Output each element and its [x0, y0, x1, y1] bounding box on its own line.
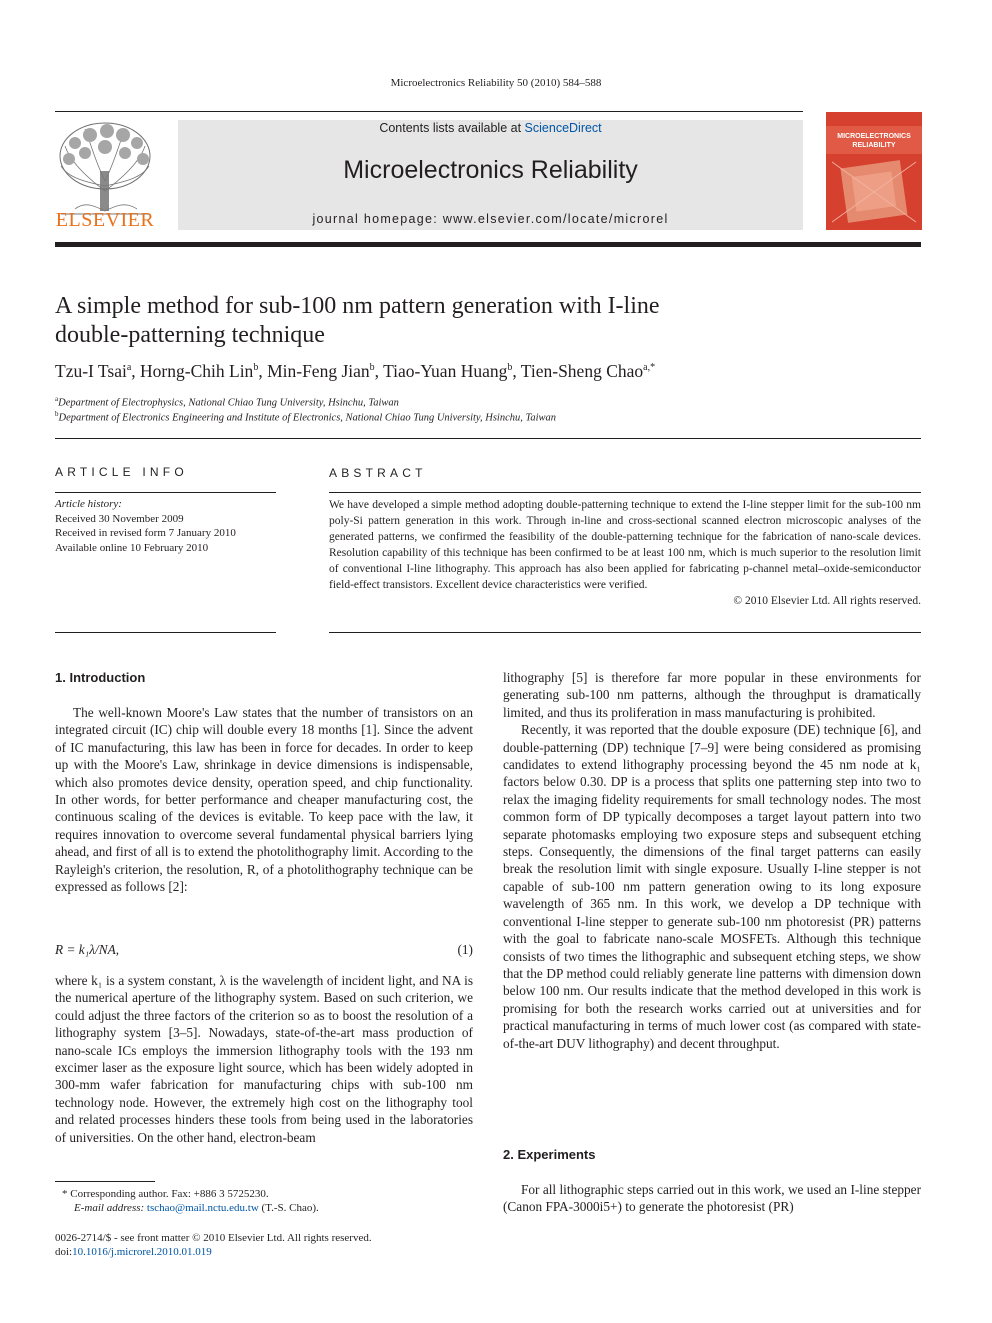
- intro-paragraph-1: The well-known Moore's Law states that the number of transistors on an integrated circuit (IC) chip will double every 18 months [1]. Since the advent of IC manufacturing, this law has been in force for decades. In order to keep up with the Moore's Law, shrinkage in device dimensions is indispensable, which also promotes device density, operation speed, and chip functionality. In other words, for better performance and cheaper manufacturing cost, the continuous scaling of the devices is evitable. To keep pace with the law, it requires innovation to overcome several fundamental physical barriers lying ahead, and first of all is to extend the photolithography limit. According to the Rayleigh's criterion, the resolution, R, of a photolithography technique can be expressed as follows [2]:: [55, 705, 473, 895]
- divider: [329, 632, 921, 633]
- journal-title: Microelectronics Reliability: [343, 156, 638, 184]
- elsevier-logo: [55, 121, 155, 233]
- corresponding-author-note: * Corresponding author. Fax: +886 3 5725230.: [62, 1188, 269, 1200]
- divider: [329, 492, 921, 493]
- email-link[interactable]: tschao@mail.nctu.edu.tw: [146, 1202, 259, 1214]
- journal-homepage[interactable]: journal homepage: www.elsevier.com/locate/microrel: [312, 212, 669, 226]
- doi-link[interactable]: 10.1016/j.microrel.2010.01.019: [72, 1246, 212, 1258]
- section-heading-introduction: 1. Introduction: [55, 670, 146, 685]
- divider: [55, 492, 276, 493]
- sciencedirect-link[interactable]: ScienceDirect: [524, 121, 602, 135]
- article-info-heading: ARTICLE INFO: [55, 465, 188, 479]
- cover-title-1: MICROELECTRONICS: [837, 133, 911, 140]
- footnote-rule: [55, 1181, 155, 1182]
- title-line-1: A simple method for sub-100 nm pattern generation with I-line: [55, 293, 660, 319]
- cover-title-2: RELIABILITY: [852, 142, 896, 149]
- publisher-name: ELSEVIER: [55, 209, 155, 231]
- revised-date: Received in revised form 7 January 2010: [55, 527, 236, 539]
- equation-number: (1): [457, 942, 473, 957]
- online-date: Available online 10 February 2010: [55, 541, 209, 554]
- abstract-text: We have developed a simple method adopting double-patterning technique to extend the I-line stepper limit for the sub-100 nm poly-Si pattern generation in this work. Through in-line and cross-sectional scanned electron microscopic analyses of the generated patterns, we confirmed the feasibility of the double-patterning technique for the fabrication of nano-scale devices. Resolution capability of this technique has been confirmed to be at least 100 nm, which is much superior to the resolution limit of conventional I-line lithography. This approach has also been applied for fabricating p-channel metal–oxide-semiconductor field-effect transistors. Excellent device characteristics were verified. © 2010 Elsevier Ltd. All rights reserved.: [329, 499, 921, 607]
- experiments-paragraph-1: For all lithographic steps carried out in this work, we used an I-line stepper (Canon FPA-3000i5+) to generate the photoresist (PR): [503, 1182, 921, 1215]
- title-line-2: double-patterning technique: [55, 322, 325, 348]
- equation-1: R = k₁λ/NA, (1): [55, 942, 473, 957]
- email-note: E-mail address: tschao@mail.nctu.edu.tw (T.-S. Chao).: [74, 1202, 319, 1214]
- header-rule: [55, 111, 803, 112]
- divider: [55, 632, 276, 633]
- author[interactable]: Horng-Chih Lin$^b$: [140, 361, 259, 381]
- section-heading-experiments: 2. Experiments: [503, 1147, 596, 1162]
- intro-paragraph-2: where k₁ is a system constant, λ is the wavelength of incident light, and NA is the numerical aperture of the lithography system. Based on such criterion, we could adjust the three factors of the criterion so as to boost the resolution of a lithography system [3–5]. Nowadays, state-of-the-art mass production of nano-scale ICs employs the immersion lithography tools with the 193 nm excimer laser as the exposure light source, which has been widely adopted in 300-mm wafer fabrication for manufacturing chips with sub-100 nm technology node. However, the extremely high cost on the lithography tool and related processes hinders these tools from being used in the laboratories of universities. On the other hand, electron-beam: [55, 973, 473, 1145]
- article-history: [55, 497, 276, 555]
- contents-prefix: Contents lists available at: [379, 121, 522, 135]
- running-head: Microelectronics Reliability 50 (2010) 584–588: [390, 77, 602, 89]
- header-thick-rule: [55, 242, 921, 247]
- affiliation-b: $^b$Department of Electronics Engineering and Institute of Electronics, National Chiao Tung University, Hsinchu, Taiwan: [55, 410, 557, 424]
- author[interactable]: Min-Feng Jian$^b$: [267, 361, 375, 381]
- journal-cover: [826, 112, 922, 230]
- affiliation-a: $^a$Department of Electrophysics, National Chiao Tung University, Hsinchu, Taiwan: [55, 395, 399, 409]
- author[interactable]: Tiao-Yuan Huang$^b$: [383, 361, 513, 381]
- article-title: [55, 292, 885, 350]
- author-list: Tzu-I Tsai$^a$, Horng-Chih Lin$^b$, Min-Feng Jian$^b$, Tiao-Yuan Huang$^b$, Tien-Sheng Chao$^{a,*}$: [55, 361, 656, 381]
- author[interactable]: Tien-Sheng Chao$^{a,*}$: [520, 361, 656, 381]
- copyright: © 2010 Elsevier Ltd. All rights reserved.: [733, 595, 921, 607]
- history-label: Article history:: [55, 498, 122, 510]
- divider: [55, 438, 921, 439]
- intro-continued: lithography [5] is therefore far more popular in these environments for generating sub-100 nm patterns, although the throughput is dramatically limited, and thus its proliferation in mass manufacturing is prohibited. Recently, it was reported that the double exposure (DE) technique [6], and double-patterning (DP) technique [7–9] were being considered as promising candidates to extend lithography processing beyond the 45 nm node at k₁ factors below 0.30. DP is a process that splits one patterning step into two to relax the imaging fidelity requirements for small technology nodes. The most common form of DP typically decomposes a target layout pattern into two separate photomasks employing two exposure steps and subsequent etching steps. Consequently, the dimensions of the final target patterns can easily break the resolution limit with single exposure. Usually I-line stepper is not capable of sub-100 nm pattern generation owing to its long exposure wavelength of 365 nm. In this work, we develop a DP technique with conventional I-line stepper to generate sub-100 nm photoresist (PR) patterns with the goal to fabricate nano-scale MOSFETs. Although this technique consists of two times the lithographic and subsequent etching steps, we show that the DP method could reliably generate line patterns with dimension down below 100 nm. Our results indicate that the method developed in this work is promising for both the research works carried out at universities and for practical manufacturing in terms of much lower cost (as compared with state-of-the-art DUV lithography) and decent throughput.: [503, 670, 921, 1051]
- journal-banner: [178, 120, 803, 230]
- cover-art-icon: [826, 112, 922, 230]
- issn-line: 0026-2714/$ - see front matter © 2010 Elsevier Ltd. All rights reserved.: [55, 1232, 372, 1244]
- abstract-heading: ABSTRACT: [329, 466, 427, 480]
- doi-line: doi:10.1016/j.microrel.2010.01.019: [55, 1246, 212, 1258]
- author[interactable]: Tzu-I Tsai$^a$: [55, 361, 132, 381]
- contents-line: [178, 121, 803, 135]
- received-date: Received 30 November 2009: [55, 512, 184, 525]
